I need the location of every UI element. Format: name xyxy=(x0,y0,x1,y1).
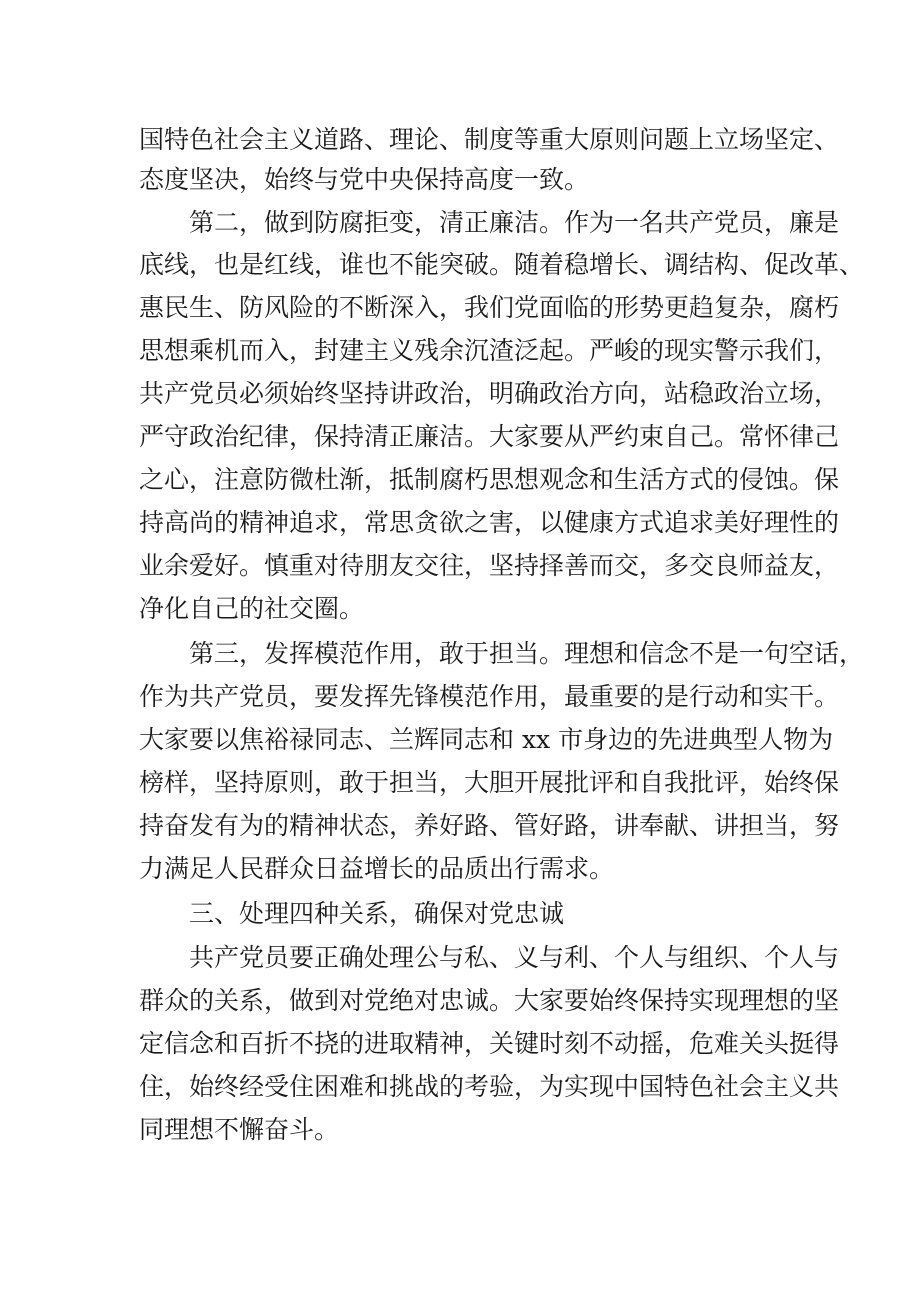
text-line: 大家要以焦裕禄同志、兰辉同志和 xx 市身边的先进典型人物为 xyxy=(139,725,834,754)
paragraph-start-line: 共产党员要正确处理公与私、义与利、个人与组织、个人与 xyxy=(189,943,840,972)
text-line: 态度坚决，始终与党中央保持高度一致。 xyxy=(139,165,590,194)
text-line: 力满足人民群众日益增长的品质出行需求。 xyxy=(139,854,615,883)
text-line: 住，始终经受住困难和挑战的考验，为实现中国特色社会主义共 xyxy=(139,1072,840,1101)
paragraph-start-line: 第二，做到防腐拒变，清正廉洁。作为一名共产党员，廉是 xyxy=(189,208,840,237)
text-line: 业余爱好。慎重对待朋友交往，坚持择善而交，多交良师益友， xyxy=(139,551,840,580)
text-line: 思想乘机而入，封建主义残余沉渣泛起。严峻的现实警示我们， xyxy=(139,336,840,365)
text-line: 底线，也是红线，谁也不能突破。随着稳增长、调结构、促改革、 xyxy=(139,250,865,279)
text-line: 同理想不懈奋斗。 xyxy=(139,1115,340,1144)
text-line: 国特色社会主义道路、理论、制度等重大原则问题上立场坚定、 xyxy=(139,125,840,154)
text-line: 持奋发有为的精神状态，养好路、管好路，讲奉献、讲担当，努 xyxy=(139,811,840,840)
text-line: 榜样，坚持原则，敢于担当，大胆开展批评和自我批评，始终保 xyxy=(139,768,840,797)
text-line: 持高尚的精神追求，常思贪欲之害，以健康方式追求美好理性的 xyxy=(139,508,840,537)
text-line: 共产党员必须始终坚持讲政治，明确政治方向，站稳政治立场， xyxy=(139,379,840,408)
paragraph-start-line: 第三，发挥模范作用，敢于担当。理想和信念不是一句空话， xyxy=(189,639,865,668)
text-line: 严守政治纪律，保持清正廉洁。大家要从严约束自己。常怀律己 xyxy=(139,422,840,451)
text-line: 惠民生、防风险的不断深入，我们党面临的形势更趋复杂，腐朽 xyxy=(139,293,840,322)
text-line: 作为共产党员，要发挥先锋模范作用，最重要的是行动和实干。 xyxy=(139,682,840,711)
text-line: 之心，注意防微杜渐，抵制腐朽思想观念和生活方式的侵蚀。保 xyxy=(139,465,840,494)
text-line: 定信念和百折不挠的进取精神，关键时刻不动摇，危难关头挺得 xyxy=(139,1029,840,1058)
section-heading: 三、处理四种关系，确保对党忠诚 xyxy=(189,899,565,928)
text-line: 净化自己的社交圈。 xyxy=(139,594,365,623)
text-line: 群众的关系，做到对党绝对忠诚。大家要始终保持实现理想的坚 xyxy=(139,986,840,1015)
